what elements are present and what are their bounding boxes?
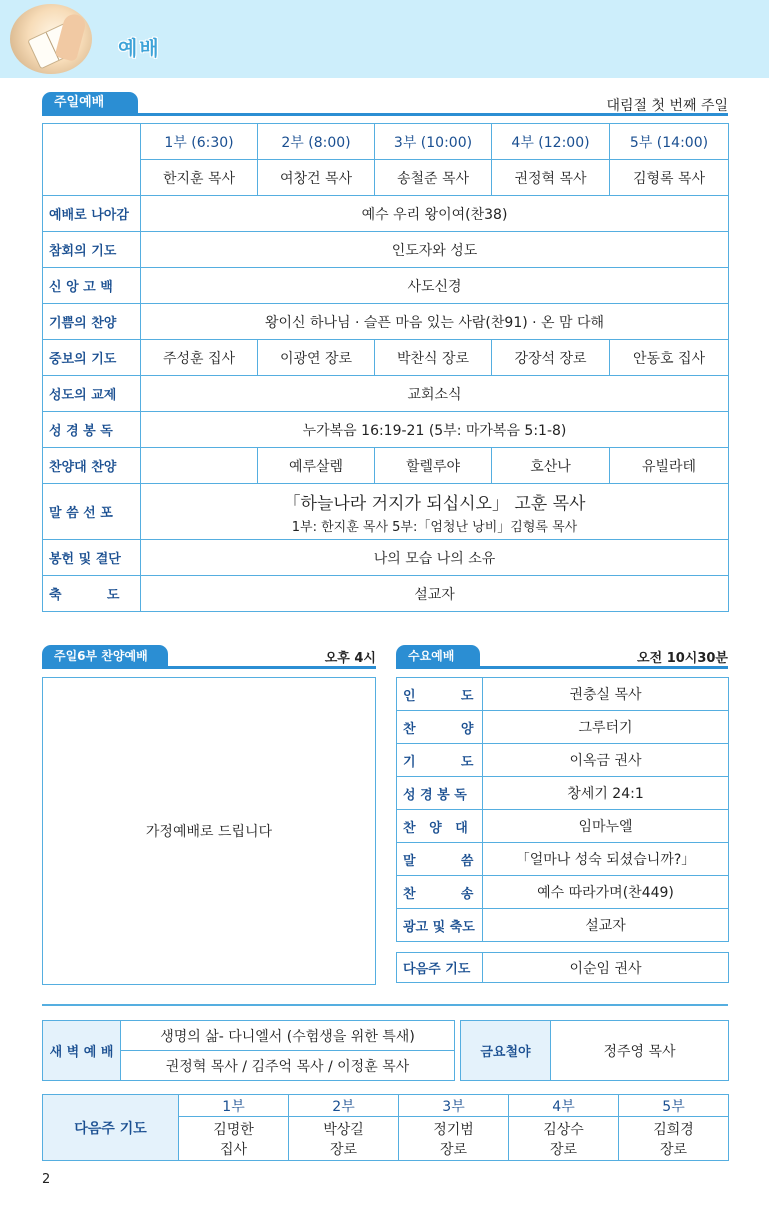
wednesday-tab: 수요예배 (396, 645, 480, 667)
row-label: 기쁨의 찬양 (43, 304, 141, 340)
choir-song: 예루살렘 (258, 448, 375, 484)
row-value: 누가복음 16:19-21 (5부: 마가복음 5:1-8) (141, 412, 729, 448)
row-label: 예배로 나아감 (43, 196, 141, 232)
service-time: 2부 (8:00) (258, 124, 375, 160)
sunday-table (42, 123, 729, 612)
dawn-line1: 생명의 삶- 다니엘서 (수험생을 위한 특새) (121, 1021, 455, 1051)
wed-value: 창세기 24:1 (483, 777, 729, 810)
wed-value: 「얼마나 성숙 되셨습니까?」 (483, 843, 729, 876)
row-value: 사도신경 (141, 268, 729, 304)
next-name: 박상길 (323, 1121, 364, 1138)
sermon-cell (141, 484, 729, 540)
wed-value: 이옥금 권사 (483, 744, 729, 777)
service-pastor: 송철준 목사 (375, 160, 492, 196)
next-person (179, 1117, 289, 1161)
service-time: 5부 (14:00) (610, 124, 729, 160)
service-time: 3부 (10:00) (375, 124, 492, 160)
wed-label: 찬 송 (397, 876, 483, 909)
sermon-title: 「하늘나라 거지가 되십시오」 고훈 목사 (283, 493, 586, 514)
friday-table (460, 1020, 729, 1081)
next-part: 2부 (289, 1095, 399, 1117)
wed-value: 예수 따라가며(찬449) (483, 876, 729, 909)
praise-box (42, 677, 376, 985)
friday-value: 정주영 목사 (551, 1021, 729, 1081)
praying-hand-icon (54, 12, 87, 62)
intercessor: 이광연 장로 (258, 340, 375, 376)
section-divider (42, 1004, 728, 1006)
friday-label: 금요철야 (461, 1021, 551, 1081)
next-name: 김희경 (653, 1121, 694, 1138)
next-person (509, 1117, 619, 1161)
next-name: 김명한 (213, 1121, 254, 1138)
next-person (619, 1117, 729, 1161)
intercessor: 안동호 집사 (610, 340, 729, 376)
wed-label: 말 씀 (397, 843, 483, 876)
wed-label: 인 도 (397, 678, 483, 711)
dawn-table (42, 1020, 455, 1081)
row-label: 찬양대 찬양 (43, 448, 141, 484)
choir-song: 유빌라테 (610, 448, 729, 484)
row-label: 말 씀 선 포 (43, 484, 141, 540)
sermon-sub: 1부: 한지훈 목사 5부:「엄청난 낭비」김형록 목사 (291, 519, 578, 535)
next-title: 장로 (329, 1141, 358, 1158)
next-title: 장로 (439, 1141, 468, 1158)
service-pastor: 한지훈 목사 (141, 160, 258, 196)
row-label: 성 경 봉 독 (43, 412, 141, 448)
choir-song: 호산나 (492, 448, 610, 484)
row-label: 중보의 기도 (43, 340, 141, 376)
page-header (0, 0, 769, 78)
wednesday-table (396, 677, 729, 942)
service-pastor: 김형록 목사 (610, 160, 729, 196)
row-value: 인도자와 성도 (141, 232, 729, 268)
wed-label: 광고 및 축도 (397, 909, 483, 942)
praise-rule (42, 666, 376, 669)
row-value: 설교자 (141, 576, 729, 612)
intercessor: 강장석 장로 (492, 340, 610, 376)
wed-label: 찬 양 대 (397, 810, 483, 843)
wednesday-rule (396, 666, 728, 669)
choir-song: 할렐루야 (375, 448, 492, 484)
wed-value: 설교자 (483, 909, 729, 942)
page-title: 예배 (118, 36, 161, 60)
next-name: 김상수 (543, 1121, 584, 1138)
praise-tab: 주일6부 찬양예배 (42, 645, 168, 667)
wed-label: 기 도 (397, 744, 483, 777)
choir-song (141, 448, 258, 484)
wed-next-value: 이순임 권사 (483, 953, 729, 983)
next-part: 3부 (399, 1095, 509, 1117)
row-label: 축 도 (43, 576, 141, 612)
sunday-tab: 주일예배 (42, 92, 138, 114)
next-title: 장로 (549, 1141, 578, 1158)
next-prayer-table (42, 1094, 729, 1161)
wednesday-time: 오전 10시30분 (637, 651, 728, 666)
page-number: 2 (42, 1172, 51, 1187)
next-title: 집사 (219, 1141, 248, 1158)
row-value: 왕이신 하나님 · 슬픈 마음 있는 사람(찬91) · 온 맘 다해 (141, 304, 729, 340)
dawn-line2: 권정혁 목사 / 김주억 목사 / 이정훈 목사 (121, 1051, 455, 1081)
next-part: 1부 (179, 1095, 289, 1117)
next-person (289, 1117, 399, 1161)
row-label: 참회의 기도 (43, 232, 141, 268)
wed-label: 성 경 봉 독 (397, 777, 483, 810)
service-pastor: 권정혁 목사 (492, 160, 610, 196)
wed-value: 그루터기 (483, 711, 729, 744)
wednesday-next-table (396, 952, 729, 983)
next-person (399, 1117, 509, 1161)
service-pastor: 여창건 목사 (258, 160, 375, 196)
intercessor: 주성훈 집사 (141, 340, 258, 376)
next-part: 5부 (619, 1095, 729, 1117)
row-value: 교회소식 (141, 376, 729, 412)
sunday-subtitle: 대림절 첫 번째 주일 (606, 98, 728, 114)
next-name: 정기범 (433, 1121, 474, 1138)
row-value: 예수 우리 왕이여(찬38) (141, 196, 729, 232)
wed-label: 찬 양 (397, 711, 483, 744)
service-time: 1부 (6:30) (141, 124, 258, 160)
prayer-book-image (10, 4, 92, 74)
praise-time: 오후 4시 (324, 651, 376, 666)
next-title: 장로 (659, 1141, 688, 1158)
row-label: 봉헌 및 결단 (43, 540, 141, 576)
row-value: 나의 모습 나의 소유 (141, 540, 729, 576)
wed-value: 권충실 목사 (483, 678, 729, 711)
row-label: 신 앙 고 백 (43, 268, 141, 304)
intercessor: 박찬식 장로 (375, 340, 492, 376)
dawn-label: 새 벽 예 배 (43, 1021, 121, 1081)
next-part: 4부 (509, 1095, 619, 1117)
praise-message: 가정예배로 드립니다 (145, 824, 273, 840)
corner-cell (43, 124, 141, 196)
wed-next-label: 다음주 기도 (397, 953, 483, 983)
wed-value: 임마누엘 (483, 810, 729, 843)
row-label: 성도의 교제 (43, 376, 141, 412)
next-prayer-label: 다음주 기도 (43, 1095, 179, 1161)
service-time: 4부 (12:00) (492, 124, 610, 160)
